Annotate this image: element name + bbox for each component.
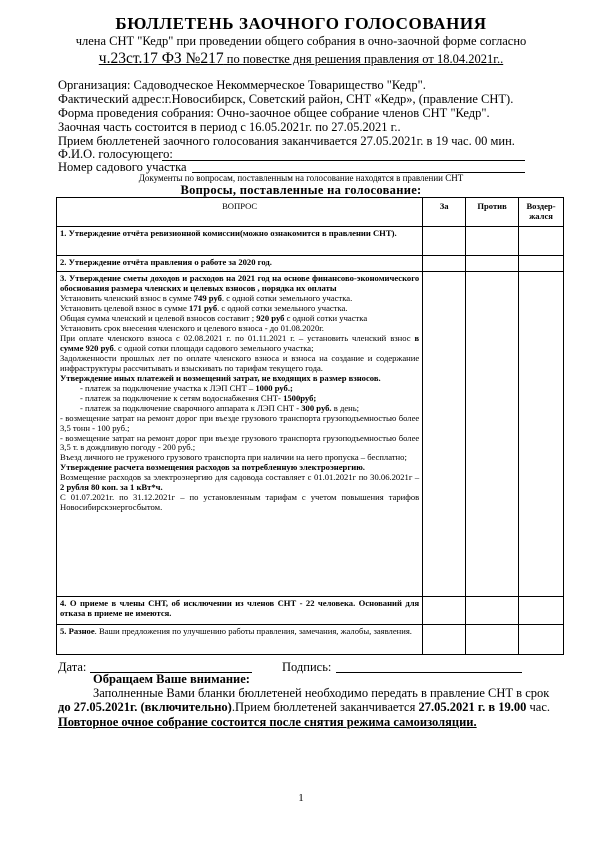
ballot-subtitle-line2 [0, 50, 602, 68]
ballot-title: БЮЛЛЕТЕНЬ ЗАОЧНОГО ГОЛОСОВАНИЯ [115, 14, 487, 33]
q3-electricity-rate-a: Возмещение расходов за электроэнергию для садовода составляет с 01.01.2021г по 30.06.2021г – [60, 472, 420, 483]
meeting-form-line: Форма проведения собрания: Очно-заочное общее собрание членов СНТ "Кедр". [58, 106, 490, 120]
questions-heading: Вопросы, поставленные на голосование: [180, 183, 422, 197]
table-row [57, 272, 564, 597]
vote-box-abstain-q4[interactable] [519, 597, 564, 625]
law-reference: ч.23ст.17 ФЗ №217 [98, 50, 224, 67]
signature-label: Подпись: [282, 660, 332, 674]
question-3-text [57, 272, 423, 597]
abstain-header-part2: жался [529, 210, 553, 221]
q3-electricity-rate-amount: 2 рубля 80 коп. за 1 кВт*ч. [60, 482, 163, 493]
reception-line: Прием бюллетеней заочного голосования заканчивается 27.05.2021г. в 19 час. 00 мин. [58, 134, 515, 148]
agenda-reference: по повестке дня решения правления от 18.04.2021г.. [223, 52, 504, 66]
vote-box-against-q2[interactable] [466, 256, 519, 272]
q3-heading: 3. Утверждение сметы доходов и расходов на 2021 год на основе финансово-экономического обоснования размера членских и целевых взносов , порядка их оплаты [60, 273, 420, 293]
table-row [57, 227, 564, 256]
attention-heading: Обращаем Ваше внимание: [93, 672, 250, 686]
table-row [57, 625, 564, 655]
vote-box-abstain-q5[interactable] [519, 625, 564, 655]
column-header-abstain [519, 198, 564, 227]
q3-late-fee-amount: в сумме 920 руб [60, 332, 420, 353]
q3-electricity-tariff: С 01.07.2021г. по 31.12.2021г – по установленным тарифам с учетом повышения тарифов Новосибирскэнергосбытом. [60, 492, 420, 513]
attention-text-1: Заполненные Вами бланки бюллетеней необходимо передать в правление СНТ в срок [93, 686, 550, 700]
q5-title: 5. Разное [60, 626, 95, 636]
voter-name-field[interactable] [162, 160, 525, 161]
q3-other-payments-heading: Утверждение иных платежей и возмещений затрат, не входящих в размер взносов. [60, 372, 381, 383]
q3-payment-water-amount: 1500руб; [283, 392, 317, 403]
plot-number-label: Номер садового участка [58, 160, 187, 174]
signature-field[interactable] [336, 672, 522, 673]
ballot-subtitle-line1: члена СНТ "Кедр" при проведении общего собрания в очно-заочной форме согласно [75, 34, 527, 48]
q3-payment-power-a: - платеж за подключение участка к ЛЭП СНТ – [80, 382, 256, 393]
q3-road-repair: - возмещение затрат на ремонт дорог при въезде грузового транспорта грузоподъемностью более 3,5 тонн - 100 руб.; [60, 412, 420, 433]
voter-name-label: Ф.И.О. голосующего: [58, 147, 173, 161]
vote-box-for-q1[interactable] [423, 227, 466, 256]
q3-deadline: Установить срок внесения членского и целевого взноса - до 01.08.2020г. [60, 322, 324, 333]
table-row [57, 256, 564, 272]
page-number: 1 [298, 792, 304, 804]
vote-box-against-q1[interactable] [466, 227, 519, 256]
q3-target-fee-a: Установить целевой взнос в сумме [60, 302, 189, 313]
reception-hour-suffix: час. [526, 700, 551, 714]
q3-payment-welding-amount: 300 руб. [301, 402, 332, 413]
vote-box-abstain-q2[interactable] [519, 256, 564, 272]
abstain-header-part1: Воздер- [526, 201, 556, 211]
question-5-text [57, 625, 423, 655]
vote-box-against-q4[interactable] [466, 597, 519, 625]
reception-deadline: 27.05.2021 г. в 19.00 [418, 700, 527, 714]
column-header-for: За [423, 198, 466, 227]
column-header-question: ВОПРОС [57, 198, 423, 227]
documents-note: Документы по вопросам, поставленным на голосование находятся в правлении СНТ [138, 173, 464, 183]
q3-payment-welding-a: - платеж за подключение сварочного аппарата к ЛЭП СНТ - [80, 402, 302, 413]
table-header-row [57, 198, 564, 227]
q3-target-fee-amount: 171 руб [188, 302, 218, 313]
q3-road-repair-rain: - возмещение затрат на ремонт дорог при въезде грузового транспорта грузоподъемностью более 3,5 т. в дождливую погоду - 200 руб.; [60, 432, 420, 453]
voting-table [56, 197, 564, 655]
q5-body: . Ваши предложения по улучшению работы правления, замечания, жалобы, заявления. [94, 626, 412, 636]
attention-text-2 [58, 700, 550, 715]
q3-electricity-heading: Утверждение расчета возмещения расходов за потребленную электроэнергию. [60, 462, 365, 473]
question-4-text: 4. О приеме в члены СНТ, об исключении из членов СНТ - 22 человека. Оснований для отказа в приеме не имеются. [57, 597, 423, 625]
vote-box-against-q3[interactable] [466, 272, 519, 597]
q3-late-fee-c: . с одной сотки площади садового земельного участка; [113, 342, 314, 353]
q3-electricity-rate [60, 473, 419, 493]
column-header-against: Против [466, 198, 519, 227]
q3-payment-power-amount: 1000 руб.; [255, 382, 293, 393]
q3-member-fee-a: Установить членский взнос в сумме [60, 292, 194, 303]
vote-box-for-q5[interactable] [423, 625, 466, 655]
vote-box-for-q4[interactable] [423, 597, 466, 625]
table-row [57, 597, 564, 625]
vote-box-for-q2[interactable] [423, 256, 466, 272]
vote-box-for-q3[interactable] [423, 272, 466, 597]
organization-line: Организация: Садоводческое Некоммерческое Товарищество "Кедр". [58, 78, 426, 92]
q3-free-entry: Въезд личного не груженого грузового транспорта при наличии на него пропуска – бесплатно; [60, 452, 407, 463]
q3-debts: Задолженности прошлых лет по оплате членского взноса и взноса на создание и содержание инфраструктуры рассчитывать и взыскивать по тарифам текущего года. [60, 352, 420, 373]
vote-box-against-q5[interactable] [466, 625, 519, 655]
q3-late-fee [60, 334, 419, 354]
q3-member-fee-c: . с одной сотки земельного участка. [221, 292, 353, 303]
q3-late-fee-a: При оплате членского взноса с 02.08.2021 г. по 01.11.2021 г. – установить членский взнос [60, 332, 415, 343]
question-1-text: 1. Утверждение отчёта ревизионной комиссии(можно ознакомится в правлении СНТ). [57, 227, 423, 256]
deadline-inclusive: до 27.05.2021г. (включительно) [58, 700, 232, 714]
vote-box-abstain-q3[interactable] [519, 272, 564, 597]
vote-box-abstain-q1[interactable] [519, 227, 564, 256]
q3-payment-water-a: - платеж за подключение к сетям водоснабжения СНТ- [80, 392, 284, 403]
reception-ends-text: .Прием бюллетеней заканчивается [231, 700, 419, 714]
address-line: Фактический адрес:г.Новосибирск, Советский район, СНТ «Кедр», (правление СНТ). [58, 92, 514, 106]
q3-total-fee-amount: 920 руб [256, 312, 285, 323]
date-label: Дата: [58, 660, 87, 674]
q3-total-fee-c: с одной сотки участка [284, 312, 368, 323]
q3-target-fee-c: . с одной сотки земельного участка. [217, 302, 348, 313]
period-line: Заочная часть состоится в период с 16.05.2021г. по 27.05.2021 г.. [58, 120, 401, 134]
q3-payment-welding-c: в день; [331, 402, 360, 413]
question-2-text: 2. Утверждение отчёта правления о работе за 2020 год. [57, 256, 423, 272]
q3-member-fee-amount: 749 руб [193, 292, 222, 303]
q3-total-fee-a: Общая сумма членский и целевой взносов составит ; [60, 312, 257, 323]
repeat-meeting-note: Повторное очное собрание состоится после снятия режима самоизоляции. [58, 715, 477, 729]
